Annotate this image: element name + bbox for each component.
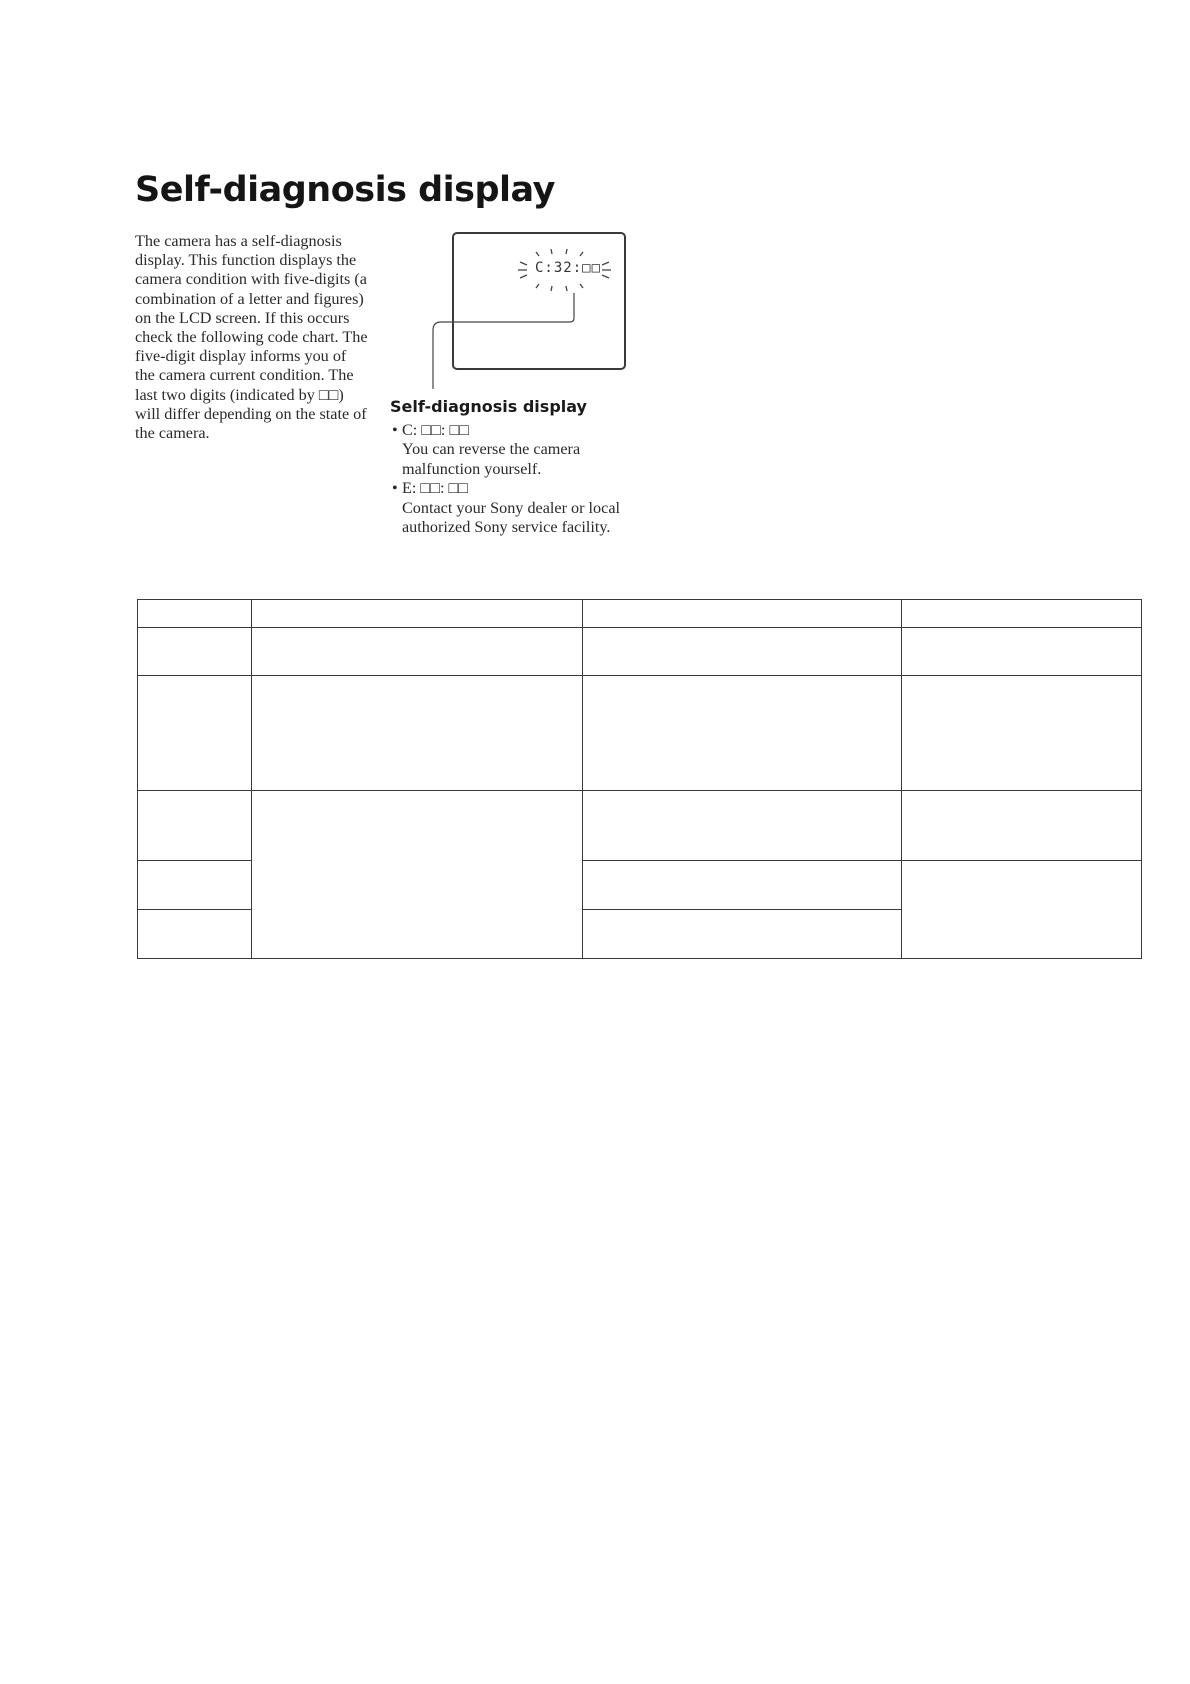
table-cell — [902, 861, 1142, 959]
intro-paragraph: The camera has a self-diagnosis display. This function displays the camera condition with five-digits (a combination of a letter and figures) on the LCD screen. If this occurs check the following code chart. The five-digit display informs you of the camera current condition. The last two digits (indicated by □□) will differ depending on the state of the camera. — [135, 232, 368, 443]
table-cell — [138, 676, 252, 791]
table-cell — [902, 676, 1142, 791]
page-title: Self-diagnosis display — [135, 170, 555, 210]
code-type-e — [392, 479, 632, 537]
header-cell — [583, 600, 902, 628]
header-cell — [138, 600, 252, 628]
table-cell — [902, 628, 1142, 676]
table-row — [138, 628, 1142, 676]
table-cell — [138, 910, 252, 959]
leader-line — [433, 293, 574, 389]
bullet: • — [392, 421, 398, 439]
bullet: • — [392, 479, 398, 498]
header-cell — [252, 600, 583, 628]
table-row — [138, 791, 1142, 861]
table-cell — [252, 628, 583, 676]
table-cell — [583, 628, 902, 676]
code-chart-table — [137, 599, 1142, 959]
code-label: E: □□: □□ — [402, 479, 469, 498]
code-type-list — [392, 421, 632, 537]
table-header-row — [138, 600, 1142, 628]
table-cell — [583, 910, 902, 959]
code-label: C: □□: □□ — [402, 421, 469, 439]
lcd-readout: C:32:□□ — [535, 260, 602, 276]
table-cell — [252, 791, 583, 959]
callout-title: Self-diagnosis display — [390, 397, 587, 416]
header-cell — [902, 600, 1142, 628]
table-cell — [583, 791, 902, 861]
table-cell — [583, 861, 902, 910]
table-cell — [902, 791, 1142, 861]
code-description: You can reverse the camera malfunction yourself. — [402, 440, 581, 478]
code-type-c — [392, 421, 632, 479]
code-description: Contact your Sony dealer or local authorized Sony service facility. — [402, 498, 621, 537]
table-cell — [138, 791, 252, 861]
table-cell — [583, 676, 902, 791]
table-cell — [138, 628, 252, 676]
table-row — [138, 676, 1142, 791]
table-cell — [138, 861, 252, 910]
table-cell — [252, 676, 583, 791]
